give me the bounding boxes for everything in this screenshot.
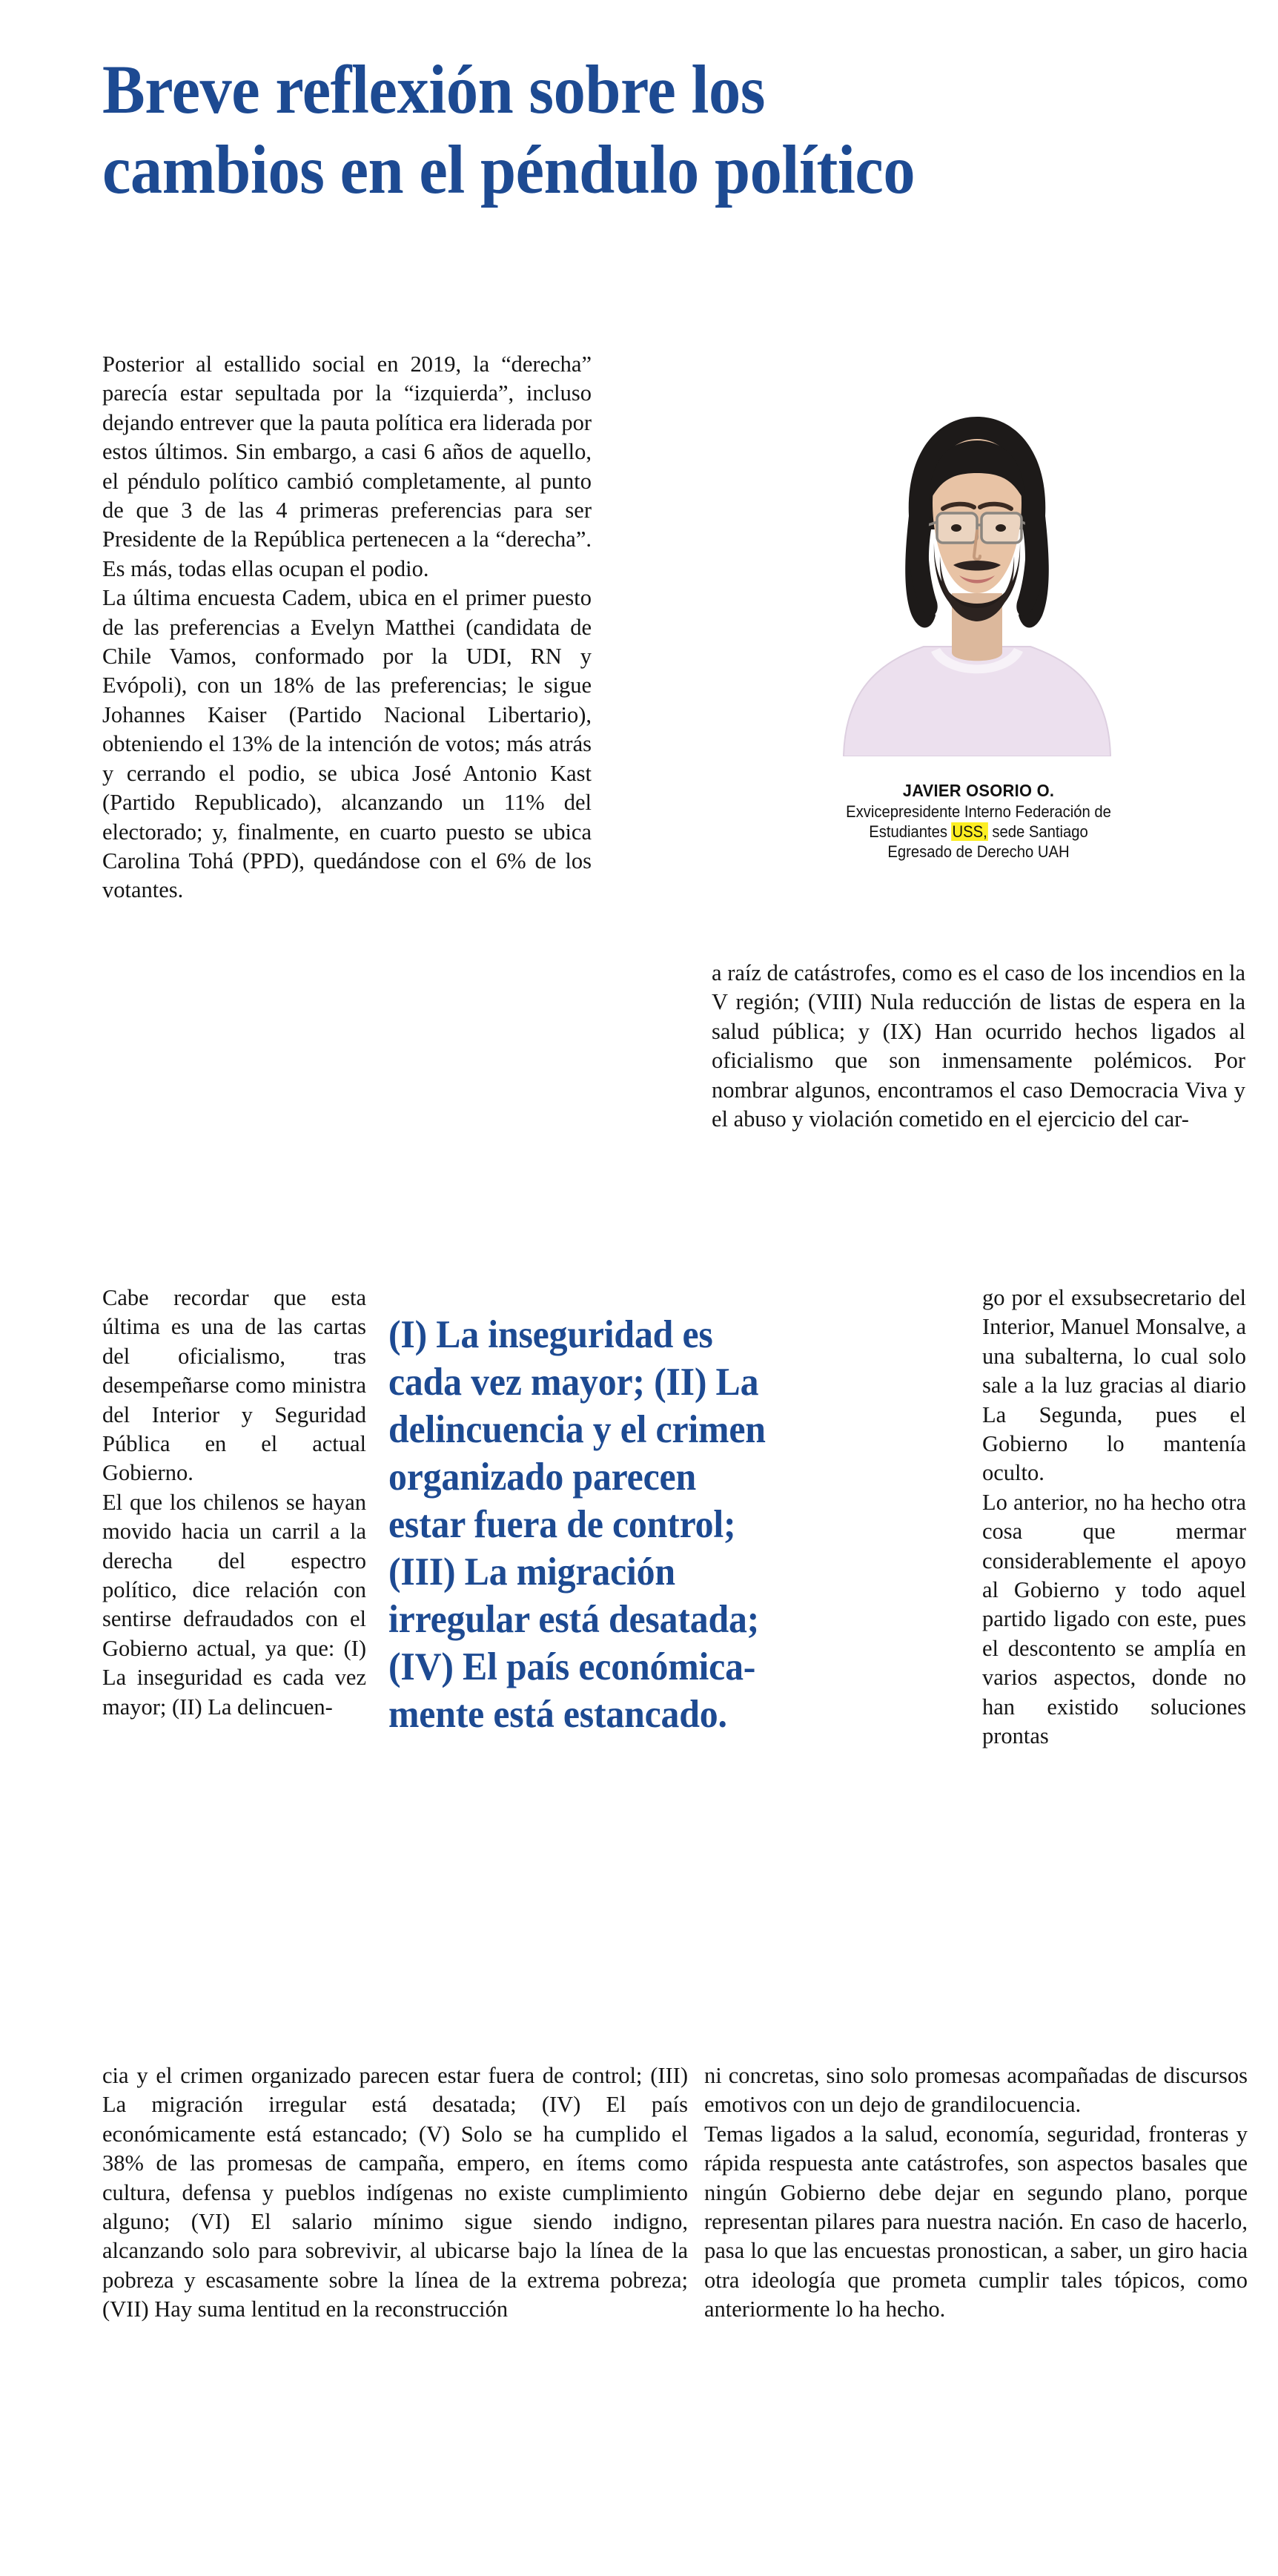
body-column-upper-left: [102, 350, 592, 905]
paragraph: go por el exsubsecretario del Interior, Manuel Monsalve, a una subalterna, lo cual solo sale a la luz gracias al diario La Segunda, pues el Gobierno lo mantenía oculto.: [982, 1285, 1246, 1486]
author-role-highlight: USS,: [952, 822, 987, 841]
pull-quote-line: (I) La inseguridad es: [388, 1313, 713, 1356]
body-column-middle-right: [982, 1284, 1246, 1751]
author-role-line-1: Exvicepresidente Interno Federación de: [846, 802, 1111, 821]
paragraph: ni concretas, sino solo promesas acompañadas de discursos emotivos con un dejo de grandilocuencia.: [704, 2063, 1248, 2118]
author-role-pre: Estudiantes: [869, 822, 952, 841]
paragraph: La última encuesta Cadem, ubica en el primer puesto de las preferencias a Evelyn Matthei (candidata de Chile Vamos, conformado por la UDI, RN y Evópoli), con un 18% de las preferencias; le sigue Johannes Kaiser (Partido Nacional Libertario), obteniendo el 13% de la intención de votos; más atrás y cerrando el podio, se ubica José Antonio Kast (Partido Republicado), alcanzando un 11% del electorado; y, finalmente, en cuarto puesto se ubica Carolina Tohá (PPD), quedándose con el 6% de los votantes.: [102, 585, 592, 903]
author-name: JAVIER OSORIO O.: [902, 781, 1055, 800]
pull-quote-line: irregular está desatada;: [388, 1598, 760, 1641]
paragraph: cia y el crimen organizado parecen estar fuera de control; (III) La migración irregular está desatada; (IV) El país económicamente está estancado; (V) Solo se ha cumplido el 38% de las promesas de campaña, empero, en ítems como cultura, defensa y pueblos indígenas no existe cumplimiento alguno; (VI) El salario mínimo sigue siendo indigno, alcanzando solo para sobrevivir, al ubicarse bajo la línea de la pobreza y escasamente sobre la línea de la extrema pobreza; (VII) Hay suma lentitud en la reconstrucción: [102, 2063, 688, 2322]
body-column-upper-right: [712, 959, 1245, 1134]
paragraph: El que los chilenos se hayan movido hacia un carril a la derecha del espectro político, dice relación con sentirse defraudados con el Gobierno actual, ya que: (I) La inseguridad es cada vez mayor; (II) La delincuen-: [102, 1489, 366, 1720]
author-role-line-2: [733, 822, 1224, 842]
pull-quote-line: estar fuera de control;: [388, 1503, 736, 1546]
author-role-post: sede Santiago: [987, 822, 1088, 841]
pull-quote: [388, 1311, 927, 1738]
body-column-middle-left: [102, 1284, 366, 1722]
paragraph: Posterior al estallido social en 2019, la “derecha” parecía estar sepultada por la “izquierda”, incluso dejando entrever que la pauta política era liderada por estos últimos. Sin embargo, a casi 6 años de aquello, el péndulo político cambió completamente, al punto de que 3 de las 4 primeras preferencias para ser Presidente de la República pertenecen a la “derecha”. Es más, todas ellas ocupan el podio.: [102, 351, 592, 581]
article-headline: [102, 50, 1185, 211]
author-role-line-3: Egresado de Derecho UAH: [887, 842, 1070, 861]
paragraph: a raíz de catástrofes, como es el caso de los incendios en la V región; (VIII) Nula reducción de listas de espera en la salud pública; y (IX) Han ocurrido hechos ligados al oficialismo que son inmensamente polémicos. Por nombrar algunos, encontramos el caso Democracia Viva y el abuso y violación cometido en el ejercicio del car-: [712, 960, 1245, 1132]
paragraph: Temas ligados a la salud, economía, seguridad, fronteras y rápida respuesta ante catástrofes, son aspectos basales que ningún Gobierno debe dejar en segundo plano, porque representan pilares para nuestra nación. En caso de hacerlo, pasa lo que las encuestas pronostican, a saber, un giro hacia otra ideología que prometa cumplir tales tópicos, como anteriormente lo ha hecho.: [704, 2121, 1248, 2322]
pull-quote-line: (III) La migración: [388, 1550, 675, 1594]
headline-line-2: cambios en el péndulo político: [102, 132, 916, 208]
portrait-illustration: [829, 371, 1125, 756]
author-caption: [712, 781, 1245, 862]
body-column-lower-left: [102, 2061, 688, 2325]
pull-quote-line: mente está estancado.: [388, 1693, 727, 1736]
body-column-lower-right: [704, 2061, 1248, 2325]
author-photo: [829, 371, 1125, 756]
headline-line-1: Breve reflexión sobre los: [102, 52, 765, 128]
paragraph: Cabe recordar que esta última es una de las cartas del oficialismo, tras desempeñarse como ministra del Interior y Seguridad Pública en el actual Gobierno.: [102, 1285, 366, 1486]
pull-quote-line: cada vez mayor; (II) La: [388, 1361, 759, 1404]
paragraph: Lo anterior, no ha hecho otra cosa que mermar considerablemente el apoyo al Gobierno y todo aquel partido ligado con este, pues el descontento se amplía en varios aspectos, donde no han existido soluciones prontas: [982, 1489, 1246, 1749]
pull-quote-line: organizado parecen: [388, 1456, 696, 1499]
pull-quote-line: (IV) El país económica-: [388, 1645, 756, 1688]
pull-quote-line: delincuencia y el crimen: [388, 1408, 766, 1451]
